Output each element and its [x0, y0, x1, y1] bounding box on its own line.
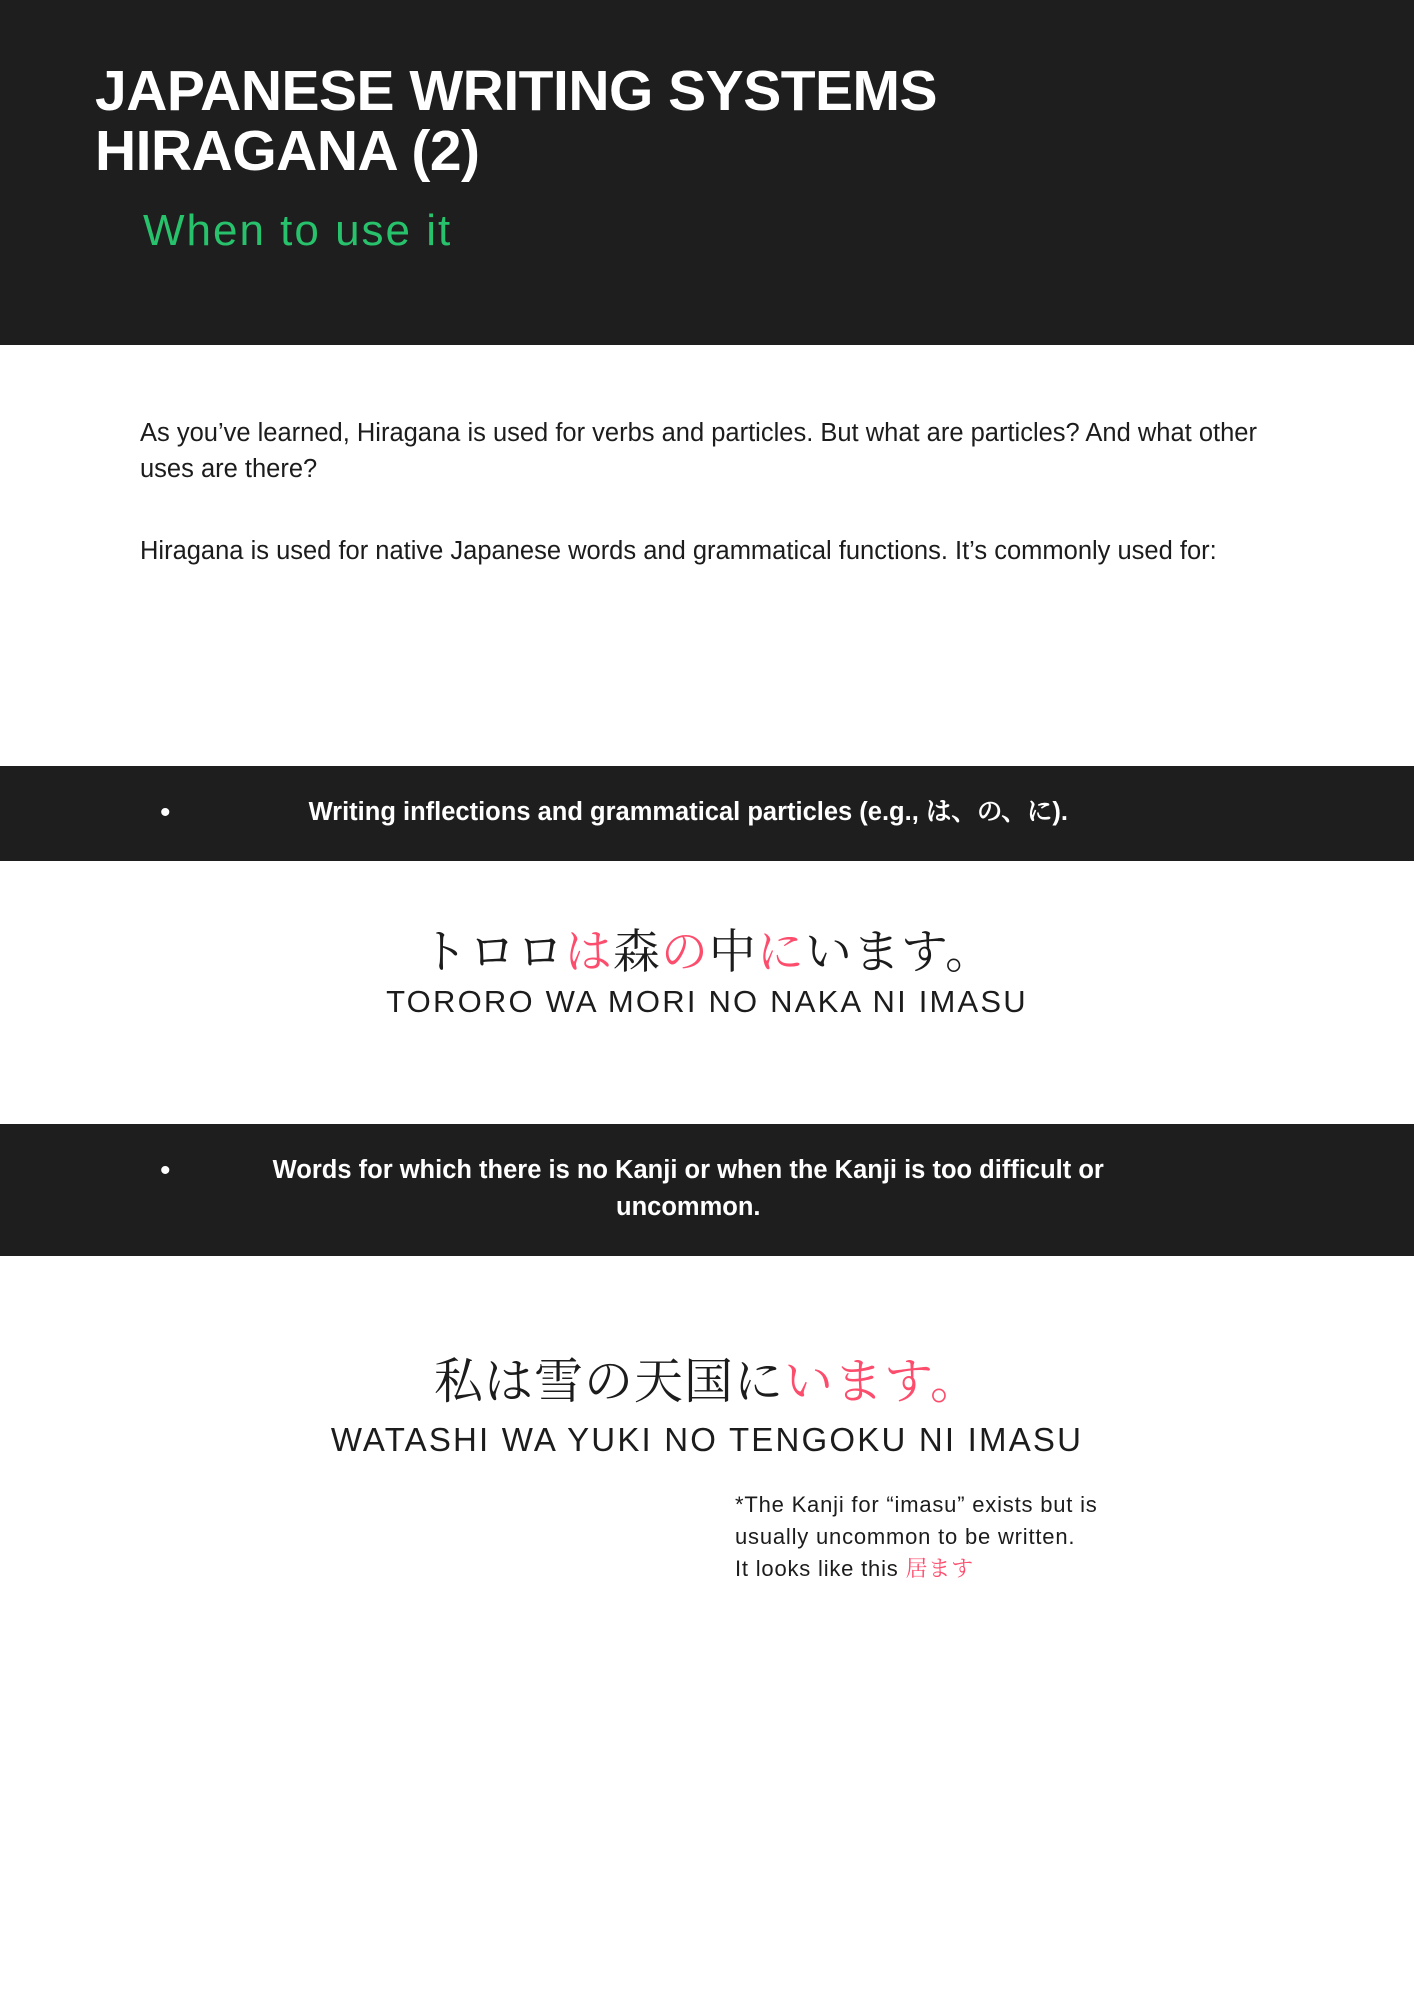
jp-segment-hiragana: います。 — [783, 1354, 981, 1409]
example-block-1 — [0, 923, 1414, 1020]
example-japanese-1 — [0, 923, 1414, 982]
jp-segment: 私は雪の天国に — [433, 1354, 784, 1409]
example-block-2 — [0, 1352, 1414, 1459]
jp-segment: 中 — [708, 925, 757, 979]
intro-paragraph-1: As you’ve learned, Hiragana is used for verbs and particles. But what are particles? And what other uses are there? — [140, 419, 1257, 484]
bullet-band-1 — [0, 766, 1414, 862]
jp-segment-particle: の — [660, 925, 709, 979]
footnote-line-3 — [735, 1553, 1295, 1585]
jp-segment: トロロ — [420, 925, 565, 979]
footnote-line-2: usually uncommon to be written. — [735, 1523, 1076, 1549]
bullet-marker-icon: • — [160, 1153, 171, 1187]
bullet-text-1: Writing inflections and grammatical particles (e.g., は、の、に). — [308, 797, 1068, 826]
page-subtitle: When to use it — [143, 205, 453, 255]
bullet-marker-icon: • — [160, 795, 171, 829]
bullet-band-2 — [0, 1124, 1414, 1256]
footnote-kanji: 居ます — [905, 1555, 974, 1581]
jp-segment: 森 — [612, 925, 661, 979]
jp-segment-particle: は — [564, 925, 613, 979]
example-romaji-2: WATASHI WA YUKI NO TENGOKU NI IMASU — [330, 1421, 1084, 1459]
footnote-line-3-prefix: It looks like this — [735, 1555, 906, 1581]
page-title-line1: JAPANESE WRITING SYSTEMS — [95, 59, 938, 123]
example-japanese-2 — [0, 1352, 1414, 1413]
footnote-line-1: *The Kanji for “imasu” exists but is — [735, 1492, 1098, 1518]
jp-segment-particle: に — [756, 925, 805, 979]
page-title — [95, 59, 1414, 183]
jp-segment: います。 — [804, 925, 994, 979]
footnote — [735, 1489, 1295, 1585]
bullet-text-2: Words for which there is no Kanji or when the Kanji is too difficult or uncommon. — [272, 1155, 1104, 1221]
intro-section — [0, 415, 1414, 570]
page-title-line2: HIRAGANA (2) — [95, 118, 480, 183]
example-romaji-1: TORORO WA MORI NO NAKA NI IMASU — [386, 983, 1028, 1019]
intro-paragraph-2: Hiragana is used for native Japanese words and grammatical functions. It’s commonly used for: — [140, 537, 1217, 566]
page-header — [0, 0, 1414, 345]
